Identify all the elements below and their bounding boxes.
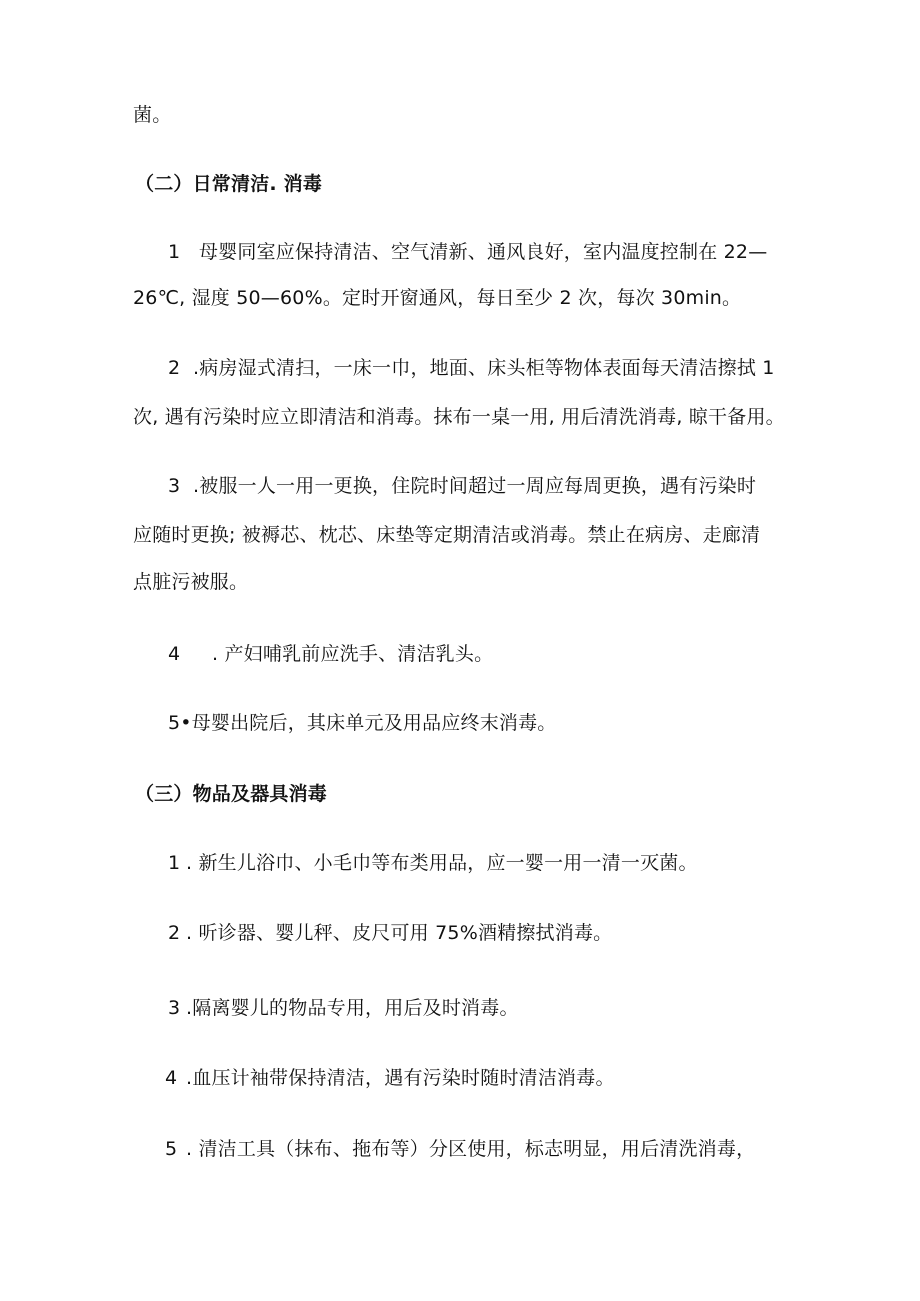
list-item-text-continued: 应随时更换; 被褥芯、枕芯、床垫等定期清洁或消毒。禁止在病房、走廊清	[133, 524, 761, 546]
list-item-text: .被服一人一用一更换，住院时间超过一周应每周更换，遇有污染时	[193, 475, 757, 497]
list-item-number: 5	[165, 1138, 178, 1160]
list-item-text: .隔离婴儿的物品专用，用后及时消毒。	[186, 997, 519, 1019]
list-item-text-continued: 26℃, 湿度 50—60%。定时开窗通风，每日至少 2 次，每次 30min。	[133, 287, 742, 309]
list-item-number: 1	[168, 852, 181, 874]
list-item-text: 5•母婴出院后，其床单元及用品应终末消毒。	[168, 712, 557, 734]
list-item-text: . 听诊器、婴儿秤、皮尺可用 75%酒精擦拭消毒。	[186, 922, 613, 944]
list-item-text: .病房湿式清扫，一床一巾，地面、床头柜等物体表面每天清洁擦拭 1	[193, 357, 775, 379]
list-item-text-continued: 次, 遇有污染时应立即清洁和消毒。抹布一桌一用, 用后清洗消毒, 晾干备用。	[133, 406, 785, 428]
section-heading-daily-cleaning: （二）日常清洁. 消毒	[135, 173, 323, 195]
list-item-number: 4	[168, 643, 181, 665]
list-item-text: . 新生儿浴巾、小毛巾等布类用品，应一婴一用一清一灭菌。	[186, 852, 698, 874]
list-item-text: .血压计袖带保持清洁，遇有污染时随时清洁消毒。	[186, 1067, 615, 1089]
continuation-text: 菌。	[133, 104, 172, 126]
list-item-number: 4	[165, 1067, 178, 1089]
list-item-text-continued: 点脏污被服。	[133, 571, 249, 593]
list-item-text: 母婴同室应保持清洁、空气清新、通风良好，室内温度控制在 22—	[199, 241, 768, 263]
list-item-number: 2	[168, 357, 181, 379]
list-item-number: 1	[168, 241, 181, 263]
list-item-text: . 清洁工具（抹布、拖布等）分区使用，标志明显，用后清洗消毒，	[186, 1138, 756, 1160]
list-item-text: . 产妇哺乳前应洗手、清洁乳头。	[212, 643, 494, 665]
list-item-number: 3	[168, 997, 181, 1019]
section-heading-items-disinfection: （三）物品及器具消毒	[135, 783, 328, 805]
list-item-number: 3	[168, 475, 181, 497]
list-item-number: 2	[168, 922, 181, 944]
